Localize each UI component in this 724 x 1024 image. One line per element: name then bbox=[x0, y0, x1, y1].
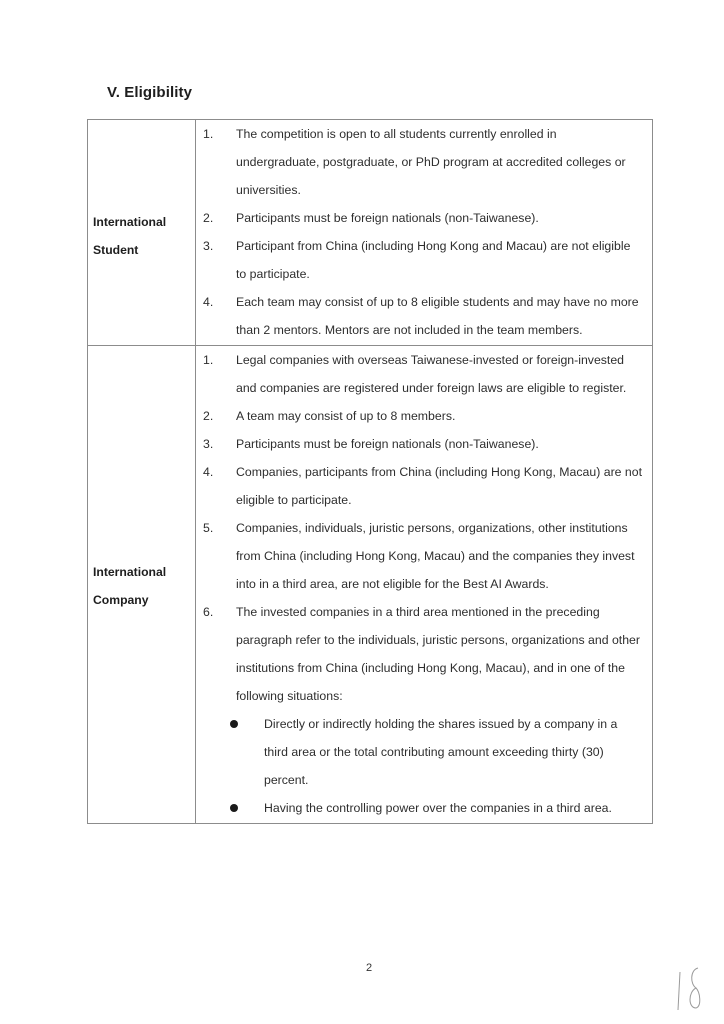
category-cell bbox=[88, 120, 196, 346]
section-heading: V. Eligibility bbox=[107, 84, 193, 101]
bullet-item: Directly or indirectly holding the shares issued by a company in a third area or the total contributing amount exceeding thirty (30) percent. bbox=[196, 710, 652, 794]
list-item: 5. Companies, individuals, juristic persons, organizations, other institutions from China (including Hong Kong, Macau) and the companies they invest into in a third area, are not eligible for the Best AI Awards. bbox=[203, 521, 635, 591]
list-item: 4. Companies, participants from China (including Hong Kong, Macau) are not eligible to participate. bbox=[203, 465, 643, 507]
list-item: 1. Legal companies with overseas Taiwanese-invested or foreign-invested and companies are registered under foreign laws are eligible to register. bbox=[203, 353, 627, 395]
category-label: International Company bbox=[93, 565, 167, 607]
page-number: 2 bbox=[366, 962, 373, 974]
list-item: 3. Participants must be foreign nationals (non-Taiwanese). bbox=[203, 437, 539, 451]
list-item: 3. Participant from China (including Hong Kong and Macau) are not eligible to participate. bbox=[203, 239, 631, 281]
handwritten-mark-icon bbox=[674, 964, 710, 1014]
list-item: 2. Participants must be foreign nationals (non-Taiwanese). bbox=[203, 211, 539, 225]
bullet-icon bbox=[236, 710, 272, 794]
list-item: 4. Each team may consist of up to 8 eligible students and may have no more than 2 mentors. Mentors are not included in the team members. bbox=[203, 295, 639, 337]
table-row-international-student bbox=[88, 120, 653, 346]
list-item: 2. A team may consist of up to 8 members. bbox=[203, 409, 456, 423]
items-cell bbox=[196, 346, 653, 824]
bullet-item: Having the controlling power over the companies in a third area. bbox=[196, 794, 652, 822]
bullet-list bbox=[196, 710, 652, 822]
category-cell bbox=[88, 346, 196, 824]
table-row-international-company bbox=[88, 346, 653, 824]
eligibility-table bbox=[87, 119, 653, 824]
list-item: 6. The invested companies in a third area mentioned in the preceding paragraph refer to the individuals, juristic persons, organizations and other institutions from China (including Hong Kong, Macau), and in one of the following situations: bbox=[203, 605, 640, 703]
bullet-icon bbox=[236, 794, 272, 822]
list-item: 1. The competition is open to all students currently enrolled in undergraduate, postgraduate, or PhD program at accredited colleges or universities. bbox=[203, 127, 626, 197]
items-cell bbox=[196, 120, 653, 346]
category-label: International Student bbox=[93, 215, 167, 257]
